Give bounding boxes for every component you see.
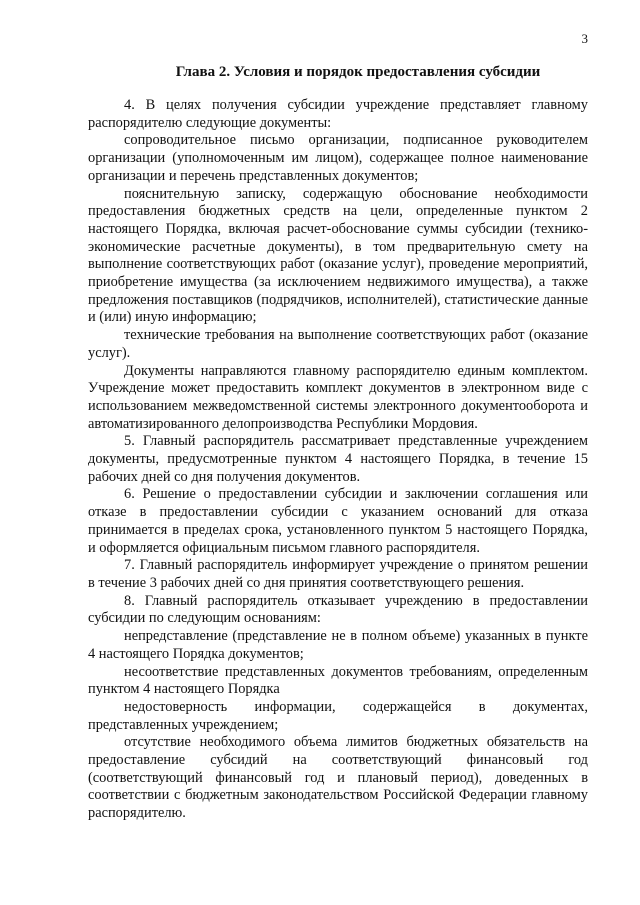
paragraph-refusal-noncompliance: несоответствие представленных документов требованиям, определенным пунктом 4 настоящего Порядка xyxy=(88,663,588,698)
paragraph-item-8-intro: 8. Главный распорядитель отказывает учреждению в предоставлении субсидии по следующим основаниям: xyxy=(88,592,588,627)
paragraph-refusal-nonsubmission: непредставление (представление не в полном объеме) указанных в пункте 4 настоящего Порядка документов; xyxy=(88,628,588,662)
paragraph-documents-submission: Документы направляются главному распорядителю единым комплектом. Учреждение может предоставить комплект документов в электронном виде с использованием межведомственной системы электронного документооборота и автоматизированного делопроизводства Республики Мордовия. xyxy=(88,362,588,432)
paragraph-refusal-inaccuracy: недостоверность информации, содержащейся в документах, представленных учреждением; xyxy=(88,698,588,733)
document-body xyxy=(88,97,588,823)
paragraph-cover-letter: сопроводительное письмо организации, подписанное руководителем организации (уполномоченным им лицом), содержащее полное наименование организации и перечень представленных документов; xyxy=(88,132,588,184)
chapter-title: Глава 2. Условия и порядок предоставления субсидии xyxy=(175,64,541,80)
paragraph-technical-requirements: технические требования на выполнение соответствующих работ (оказание услуг). xyxy=(88,327,588,361)
paragraph-item-7: 7. Главный распорядитель информирует учреждение о принятом решении в течение 3 рабочих дней со дня принятия соответствующего решения. xyxy=(88,557,588,591)
paragraph-item-5: 5. Главный распорядитель рассматривает представленные учреждением документы, предусмотренные пунктом 4 настоящего Порядка, в течение 15 рабочих дней со дня получения документов. xyxy=(88,433,588,485)
paragraph-item-6: 6. Решение о предоставлении субсидии и заключении соглашения или отказе в предоставлении субсидии с указанием оснований для отказа принимается в пределах срока, установленного пунктом 5 настоящего Порядка, и оформляется официальным письмом главного распорядителя. xyxy=(88,486,588,556)
paragraph-refusal-budget-limits: отсутствие необходимого объема лимитов бюджетных обязательств на предоставление субсидий на соответствующий финансовый год (соответствующий финансовый год и плановый период), доведенных в соответствии с бюджетным законодательством Российской Федерации главному распорядителю. xyxy=(88,734,588,822)
paragraph-explanatory-note: пояснительную записку, содержащую обоснование необходимости предоставления бюджетных средств на цели, определенные пунктом 2 настоящего Порядка, включая расчет-обоснование суммы субсидии (технико-экономические расчетные документы), в том предварительную смету на выполнение соответствующих работ (оказание услуг), проведение мероприятий, приобретение имущества (за исключением недвижимого имущества), а также предложения поставщиков (подрядчиков, исполнителей), статистические данные и (или) иную информацию; xyxy=(88,185,588,326)
paragraph-item-4-intro: 4. В целях получения субсидии учреждение представляет главному распорядителю следующие документы: xyxy=(88,97,588,131)
page-number: 3 xyxy=(581,31,588,46)
